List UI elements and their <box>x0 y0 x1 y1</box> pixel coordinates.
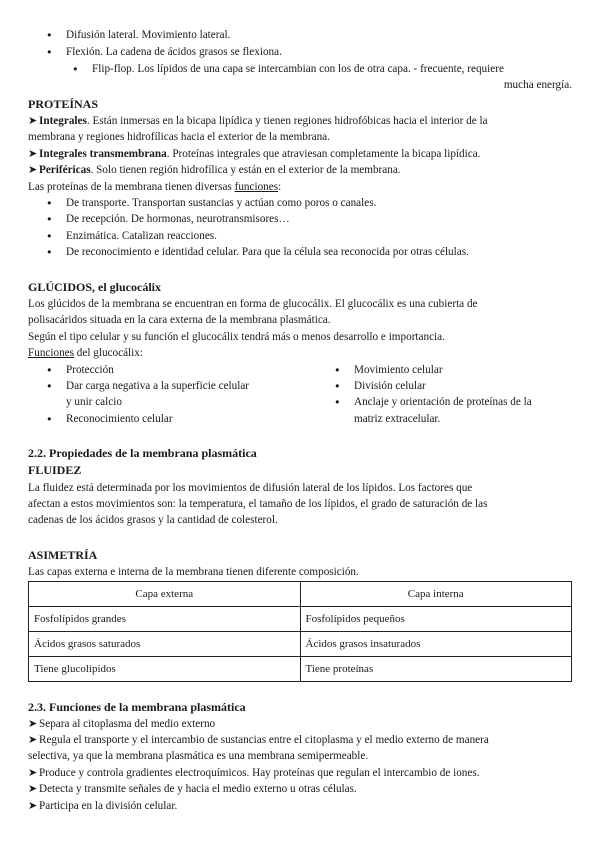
funcion-regula-cont: selectiva, ya que la membrana plasmática es una membrana semipermeable. <box>28 750 369 762</box>
text: del glucocálix: <box>74 347 143 359</box>
list-item-reconocimiento: ● De reconocimiento e identidad celular. Para que la célula sea reconocida por otras células. <box>66 244 469 260</box>
table-cell: Ácidos grasos saturados <box>29 632 301 657</box>
list-item-carga-negativa: ● Dar carga negativa a la superficie celular <box>66 378 249 394</box>
arrow-bullet-icon: ➤ <box>28 767 38 779</box>
table-cell: Ácidos grasos insaturados <box>300 632 572 657</box>
list-item-flexion: ● Flexión. La cadena de ácidos grasos se flexiona. <box>66 44 282 60</box>
list-item-anclaje-cont: matriz extracelular. <box>354 413 441 425</box>
heading-funciones: 2.3. Funciones de la membrana plasmática <box>28 700 246 714</box>
glucidos-text-2: polisacáridos situada en la cara externa de la membrana plasmática. <box>28 314 331 326</box>
table-header-cell: Capa interna <box>300 582 572 607</box>
text: . Proteínas integrales que atraviesan completamente la bicapa lipídica. <box>166 148 481 160</box>
proteinas-perifericas <box>28 162 572 178</box>
table-header-cell: Capa externa <box>29 582 301 607</box>
arrow-bullet-icon: ➤ <box>28 718 38 730</box>
table-row <box>29 607 572 632</box>
funcion-gradientes <box>28 765 572 781</box>
funcion-separa <box>28 716 572 732</box>
proteinas-integrales-cont: membrana y regiones hidrofílicas hacia el exterior de la membrana. <box>28 131 330 143</box>
arrow-bullet-icon: ➤ <box>28 800 38 812</box>
heading-asimetria: ASIMETRÍA <box>28 548 98 562</box>
arrow-bullet-icon: ➤ <box>28 783 38 795</box>
heading-glucidos: GLÚCIDOS, el glucocálix <box>28 280 162 294</box>
heading-propiedades: 2.2. Propiedades de la membrana plasmática <box>28 446 257 460</box>
arrow-bullet-icon: ➤ <box>28 115 38 127</box>
term-perifericas: Periféricas <box>39 164 91 176</box>
composition-table <box>28 581 572 682</box>
list-item-movimiento-celular: ● Movimiento celular <box>354 362 443 378</box>
list-item-anclaje: ● Anclaje y orientación de proteínas de la <box>354 394 532 410</box>
asimetria-text: Las capas externa e interna de la membrana tienen diferente composición. <box>28 566 359 578</box>
term-funciones: funciones <box>234 181 279 193</box>
text: Las proteínas de la membrana tienen diversas <box>28 181 235 193</box>
text: : <box>278 181 282 193</box>
table-row <box>29 657 572 682</box>
funcion-division <box>28 798 572 814</box>
list-item-division-celular: ● División celular <box>354 378 426 394</box>
text: Regula el transporte y el intercambio de sustancias entre el citoplasma y el medio externo de manera <box>39 734 489 746</box>
table-cell: Fosfolípidos grandes <box>29 607 301 632</box>
heading-fluidez: FLUIDEZ <box>28 463 82 477</box>
fluidez-text-3: cadenas de los ácidos grasos y la cantidad de colesterol. <box>28 514 278 526</box>
proteinas-transmembrana <box>28 146 572 162</box>
list-item-carga-negativa-cont: y unir calcio <box>66 396 122 408</box>
text: Participa en la división celular. <box>39 800 178 812</box>
fluidez-text-1: La fluidez está determinada por los movimientos de difusión lateral de los lípidos. Los factores que <box>28 482 473 494</box>
glucidos-funciones-intro <box>28 345 572 361</box>
list-item-proteccion: ● Protección <box>66 362 114 378</box>
proteinas-intro <box>28 179 572 195</box>
text: Produce y controla gradientes electroquímicos. Hay proteínas que regulan el intercambio de iones. <box>39 767 480 779</box>
term-integrales: Integrales <box>39 115 87 127</box>
list-item-recepcion: ● De recepción. De hormonas, neurotransmisores… <box>66 211 290 227</box>
term-funciones: Funciones <box>28 347 74 359</box>
fluidez-text-2: afectan a estos movimientos son: la temperatura, el tamaño de los lípidos, el grado de saturación de las <box>28 498 488 510</box>
list-item-reconocimiento-celular: ● Reconocimiento celular <box>66 411 173 427</box>
proteinas-integrales <box>28 113 572 129</box>
list-item-flip-flop: ● Flip-flop. Los lípidos de una capa se intercambian con los de otra capa. - frecuente, requiere <box>92 61 504 77</box>
text: . Solo tienen región hidrofílica y están en el exterior de la membrana. <box>90 164 401 176</box>
table-cell: Tiene proteínas <box>300 657 572 682</box>
table-header-row <box>29 582 572 607</box>
table-cell: Fosfolípidos pequeños <box>300 607 572 632</box>
table-cell: Tiene glucolípidos <box>29 657 301 682</box>
arrow-bullet-icon: ➤ <box>28 734 38 746</box>
list-item-enzimatica: ● Enzimática. Catalizan reacciones. <box>66 228 217 244</box>
heading-proteinas: PROTEÍNAS <box>28 97 99 111</box>
list-item-flip-flop-cont: mucha energía. <box>503 79 572 91</box>
table-row <box>29 632 572 657</box>
text: . Están inmersas en la bicapa lipídica y tienen regiones hidrofóbicas hacia el interior de la <box>86 115 488 127</box>
glucidos-text-3: Según el tipo celular y su función el glucocálix tendrá más o menos desarrollo e importancia. <box>28 331 445 343</box>
list-item-difusion: ● Difusión lateral. Movimiento lateral. <box>66 27 230 43</box>
text: Detecta y transmite señales de y hacia el medio externo u otras células. <box>39 783 357 795</box>
funcion-regula <box>28 732 572 748</box>
text: Separa al citoplasma del medio externo <box>39 718 216 730</box>
funcion-senales <box>28 781 572 797</box>
term-transmembrana: Integrales transmembrana <box>39 148 167 160</box>
glucidos-text-1: Los glúcidos de la membrana se encuentran en forma de glucocálix. El glucocálix es una cubierta de <box>28 298 478 310</box>
arrow-bullet-icon: ➤ <box>28 164 38 176</box>
arrow-bullet-icon: ➤ <box>28 148 38 160</box>
list-item-transporte: ● De transporte. Transportan sustancias y actúan como poros o canales. <box>66 195 376 211</box>
